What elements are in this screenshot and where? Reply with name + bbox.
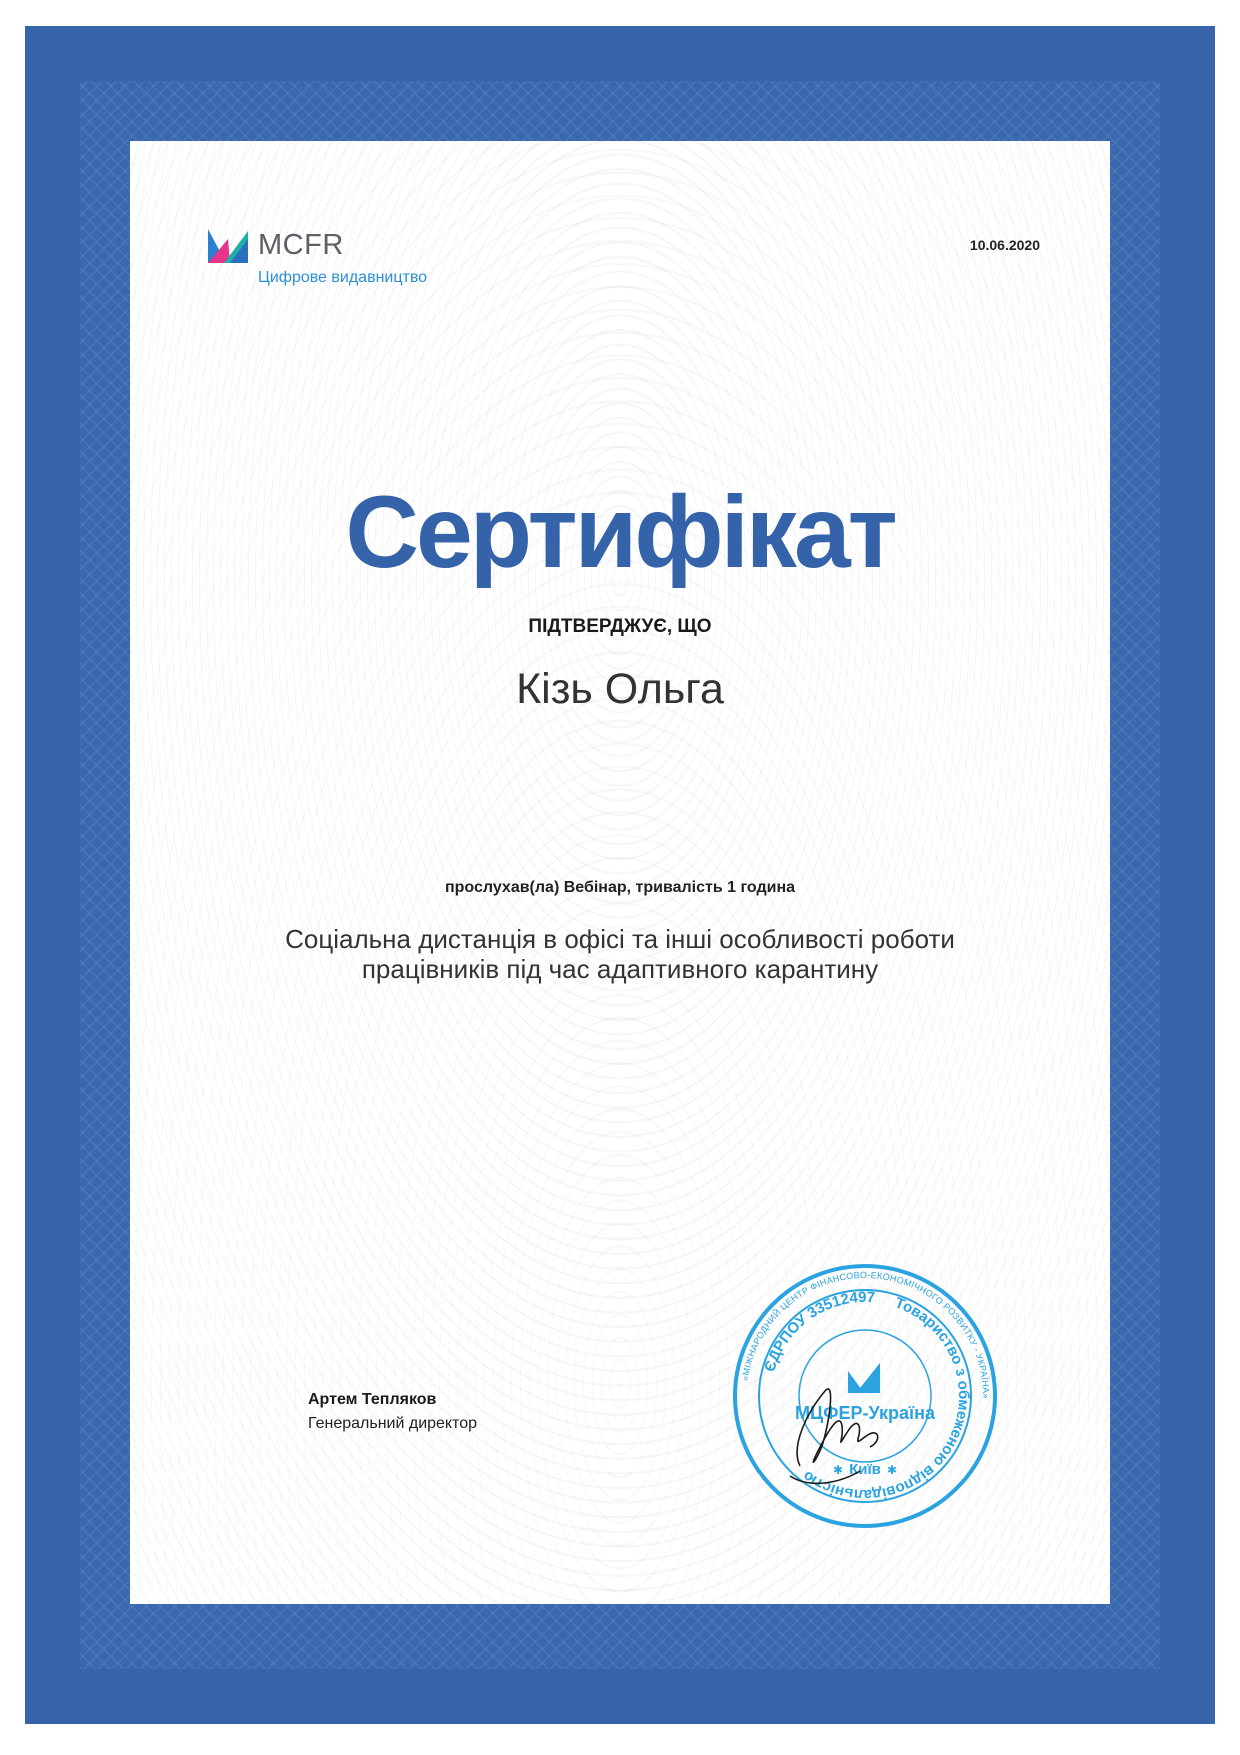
recipient-name: Кізь Ольга: [516, 665, 724, 713]
logo-tagline: Цифрове видавництво: [258, 269, 428, 286]
certificate-title: Сертифікат: [345, 475, 895, 589]
course-title-line2: працівників під час адаптивного карантину: [361, 954, 879, 984]
signer-role: Генеральний директор: [308, 1415, 478, 1432]
mcfr-logo-icon: [208, 229, 248, 267]
stamp-outer-text: «МІЖНАРОДНИЙ ЦЕНТР ФІНАНСОВО-ЕКОНОМІЧНОГО РОЗВИТКУ - УКРАЇНА»: [739, 1269, 992, 1399]
svg-text:Товариство з обмеженою відпові: [800, 1294, 972, 1503]
stamp-code: ЄДРПОУ 33512497: [761, 1288, 876, 1374]
svg-text:✱: ✱: [832, 1463, 844, 1477]
logo-wordmark: MCFR: [258, 229, 344, 261]
certificate-sheet: [130, 141, 1110, 1604]
confirms-label: ПІДТВЕРДЖУЄ, ЩО: [528, 616, 712, 637]
course-title-line1: Соціальна дистанція в офісі та інші особливості роботи: [285, 924, 955, 954]
signer-name: Артем Тепляков: [308, 1391, 437, 1408]
stamp-org: МЦФЕР-Україна: [795, 1403, 935, 1423]
stamp-city: Київ: [849, 1461, 881, 1478]
stamp-seal-icon: [730, 1261, 1000, 1531]
mcfr-logo: [208, 229, 468, 295]
issue-date: 10.06.2020: [969, 237, 1040, 253]
course-intro: прослухав(ла) Вебінар, тривалість 1 година: [444, 879, 796, 896]
company-stamp: [730, 1261, 1000, 1531]
svg-text:✱: ✱: [886, 1463, 898, 1477]
course-title: [130, 924, 1110, 984]
stamp-inner-text: Товариство з обмеженою відповідальністю: [799, 1294, 973, 1504]
